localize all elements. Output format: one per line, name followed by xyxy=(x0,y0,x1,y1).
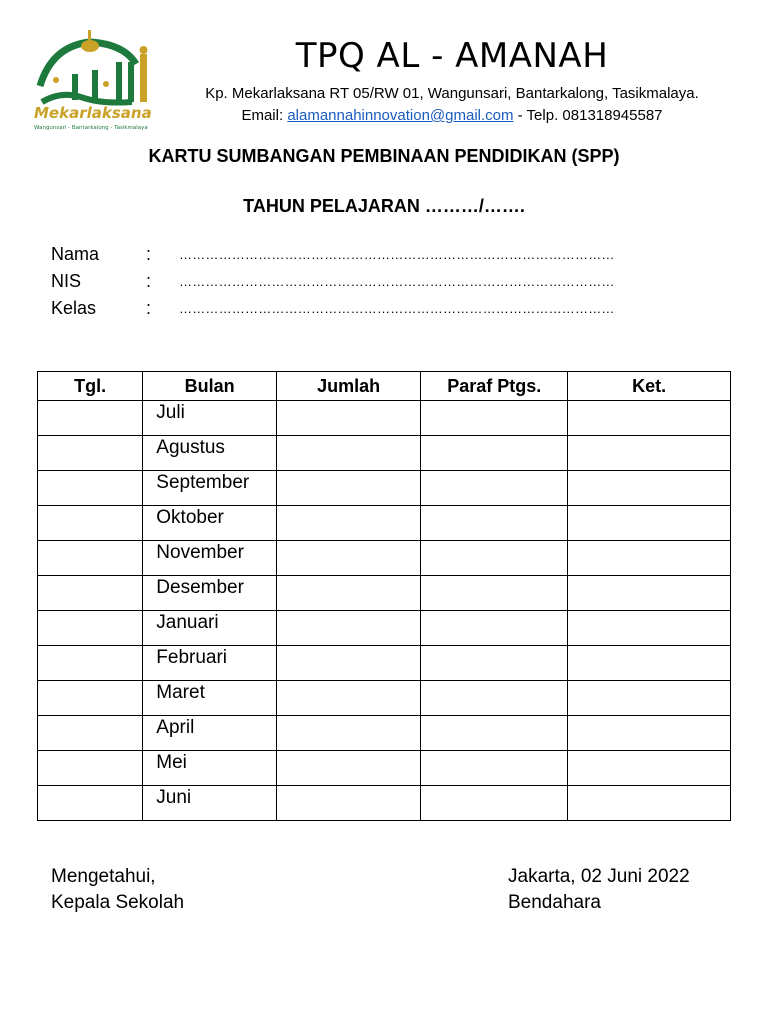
cell-tgl xyxy=(38,506,143,541)
table-row xyxy=(38,471,731,506)
field-kelas xyxy=(51,295,615,322)
logo-text: Mekarlaksana xyxy=(34,104,152,122)
cell-bulan: Mei xyxy=(143,751,277,786)
email-label: Email: xyxy=(241,107,288,124)
cell-paraf xyxy=(421,611,568,646)
cell-jumlah xyxy=(277,751,421,786)
cell-bulan: Februari xyxy=(143,646,277,681)
cell-paraf xyxy=(421,646,568,681)
cell-paraf xyxy=(421,471,568,506)
header-jumlah: Jumlah xyxy=(277,372,421,401)
header-ket: Ket. xyxy=(568,372,731,401)
student-fields xyxy=(51,241,615,322)
cell-paraf xyxy=(421,681,568,716)
cell-tgl xyxy=(38,681,143,716)
cell-tgl xyxy=(38,611,143,646)
cell-tgl xyxy=(38,751,143,786)
cell-paraf xyxy=(421,541,568,576)
org-contact xyxy=(160,107,744,124)
signature-right xyxy=(508,864,690,916)
cell-jumlah xyxy=(277,681,421,716)
cell-jumlah xyxy=(277,506,421,541)
cell-ket xyxy=(568,401,731,436)
table-row xyxy=(38,716,731,751)
email-link[interactable]: alamannahinnovation@gmail.com xyxy=(287,107,514,124)
cell-tgl xyxy=(38,471,143,506)
cell-bulan: Agustus xyxy=(143,436,277,471)
cell-ket xyxy=(568,541,731,576)
cell-tgl xyxy=(38,576,143,611)
phone-text: - Telp. 081318945587 xyxy=(513,107,663,124)
table-row xyxy=(38,786,731,821)
field-colon: : xyxy=(146,271,152,291)
table-row xyxy=(38,681,731,716)
table-row xyxy=(38,506,731,541)
cell-tgl xyxy=(38,541,143,576)
table-row xyxy=(38,576,731,611)
cell-bulan: September xyxy=(143,471,277,506)
cell-bulan: Desember xyxy=(143,576,277,611)
mosque-calligraphy-logo-icon xyxy=(32,28,156,132)
cell-tgl xyxy=(38,786,143,821)
acknowledged-label: Mengetahui, xyxy=(51,866,156,887)
cell-jumlah xyxy=(277,436,421,471)
table-header-row xyxy=(38,372,731,401)
table-row xyxy=(38,751,731,786)
cell-paraf xyxy=(421,786,568,821)
header-bulan: Bulan xyxy=(143,372,277,401)
org-address: Kp. Mekarlaksana RT 05/RW 01, Wangunsari, Bantarkalong, Tasikmalaya. xyxy=(205,85,699,102)
header-tgl: Tgl. xyxy=(38,372,143,401)
cell-paraf xyxy=(421,401,568,436)
field-colon: : xyxy=(146,298,152,318)
cell-jumlah xyxy=(277,401,421,436)
table-body xyxy=(38,401,731,821)
logo xyxy=(32,28,156,132)
cell-ket xyxy=(568,436,731,471)
field-dotted-line: ……………………………………………………………………………………… xyxy=(179,274,615,289)
field-dotted-line: ……………………………………………………………………………………… xyxy=(179,301,615,316)
table-row xyxy=(38,646,731,681)
cell-ket xyxy=(568,786,731,821)
header-paraf: Paraf Ptgs. xyxy=(421,372,568,401)
cell-ket xyxy=(568,576,731,611)
place-date: Jakarta, 02 Juni 2022 xyxy=(508,866,690,887)
cell-jumlah xyxy=(277,716,421,751)
table-row xyxy=(38,401,731,436)
cell-bulan: Maret xyxy=(143,681,277,716)
cell-jumlah xyxy=(277,646,421,681)
cell-ket xyxy=(568,611,731,646)
field-dotted-line: ……………………………………………………………………………………… xyxy=(179,247,615,262)
academic-year-line: TAHUN PELAJARAN ………/……. xyxy=(243,196,525,216)
treasurer-label: Bendahara xyxy=(508,892,601,913)
cell-jumlah xyxy=(277,541,421,576)
cell-paraf xyxy=(421,716,568,751)
signature-left xyxy=(51,864,184,916)
cell-paraf xyxy=(421,506,568,541)
cell-ket xyxy=(568,751,731,786)
field-nis xyxy=(51,268,615,295)
field-nama xyxy=(51,241,615,268)
cell-ket xyxy=(568,506,731,541)
cell-jumlah xyxy=(277,786,421,821)
cell-bulan: Juli xyxy=(143,401,277,436)
cell-jumlah xyxy=(277,471,421,506)
table-row xyxy=(38,541,731,576)
cell-tgl xyxy=(38,401,143,436)
cell-bulan: Januari xyxy=(143,611,277,646)
cell-ket xyxy=(568,681,731,716)
table-row xyxy=(38,611,731,646)
cell-paraf xyxy=(421,751,568,786)
field-label: Nama xyxy=(51,244,100,264)
cell-ket xyxy=(568,646,731,681)
cell-bulan: Juni xyxy=(143,786,277,821)
cell-tgl xyxy=(38,716,143,751)
document-title: KARTU SUMBANGAN PEMBINAAN PENDIDIKAN (SPP) xyxy=(148,146,620,166)
cell-ket xyxy=(568,716,731,751)
cell-paraf xyxy=(421,436,568,471)
cell-paraf xyxy=(421,576,568,611)
cell-bulan: April xyxy=(143,716,277,751)
cell-tgl xyxy=(38,436,143,471)
logo-subtext: Wangunsari - Bantarkalong - Tasikmalaya xyxy=(34,125,148,131)
cell-jumlah xyxy=(277,611,421,646)
cell-tgl xyxy=(38,646,143,681)
cell-bulan: November xyxy=(143,541,277,576)
table-row xyxy=(38,436,731,471)
org-name: TPQ AL - AMANAH xyxy=(295,36,609,76)
field-colon: : xyxy=(146,244,152,264)
field-label: NIS xyxy=(51,271,82,291)
field-label: Kelas xyxy=(51,298,97,318)
payment-table xyxy=(37,371,731,821)
cell-jumlah xyxy=(277,576,421,611)
cell-bulan: Oktober xyxy=(143,506,277,541)
principal-label: Kepala Sekolah xyxy=(51,892,185,913)
cell-ket xyxy=(568,471,731,506)
